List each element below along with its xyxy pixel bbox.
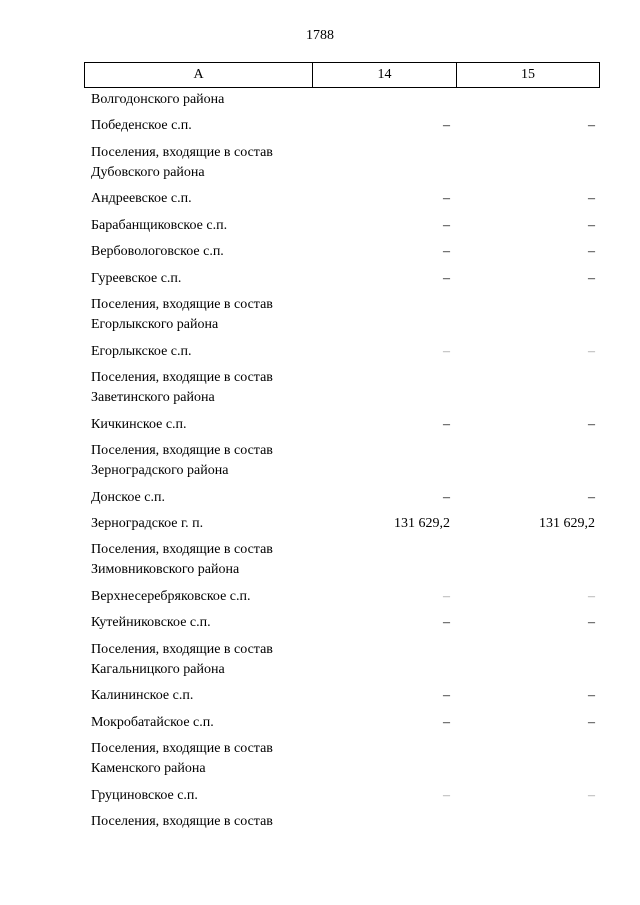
- row-name-line: Кутейниковское с.п.: [91, 615, 211, 631]
- row-value-14: –: [443, 118, 450, 134]
- row-name: [91, 441, 321, 481]
- row-name-line: Заветинского района: [91, 390, 215, 405]
- row-value-14: –: [443, 270, 450, 286]
- row-value-14: –: [443, 244, 450, 260]
- row-name: [91, 216, 321, 236]
- row-name: [91, 342, 321, 362]
- row-name-line: Верхнесеребряковское с.п.: [91, 589, 251, 604]
- row-name: [91, 415, 321, 435]
- row-value-15: –: [588, 714, 595, 730]
- row-value-15: –: [588, 343, 595, 359]
- row-name-line: Барабанщиковское с.п.: [91, 217, 228, 233]
- row-value-15: –: [588, 217, 595, 233]
- row-name: [91, 686, 321, 706]
- table-row: [0, 587, 640, 607]
- table-row: [0, 686, 640, 706]
- row-name-line: Гуреевское с.п.: [91, 270, 182, 286]
- row-value-15: –: [588, 589, 595, 604]
- row-name-line: Поселения, входящие в состав: [91, 144, 273, 160]
- column-header-14: 14: [313, 63, 457, 87]
- page-number: 1788: [306, 28, 334, 43]
- row-name: [91, 189, 321, 209]
- row-name-line: Поселения, входящие в состав: [91, 641, 273, 657]
- row-name: [91, 242, 321, 262]
- row-name: [91, 295, 321, 335]
- row-name-line: Андреевское с.п.: [91, 191, 192, 207]
- row-name: [91, 540, 321, 580]
- row-name-line: Поселения, входящие в состав: [91, 814, 273, 830]
- row-name: [91, 143, 321, 183]
- row-name: [91, 514, 321, 534]
- table-row: [0, 116, 640, 136]
- table-row: [0, 242, 640, 262]
- row-value-14: –: [443, 217, 450, 233]
- row-name-line: Поселения, входящие в состав: [91, 443, 273, 458]
- table-row: [0, 342, 640, 362]
- row-name-line: Калининское с.п.: [91, 688, 194, 704]
- row-value-14: 131 629,2: [394, 516, 450, 531]
- table-row: [0, 812, 640, 832]
- row-name: [91, 739, 321, 779]
- row-value-14: –: [443, 787, 450, 803]
- row-name-line: Поселения, входящие в состав: [91, 297, 273, 312]
- row-name-line: Зерноградское г. п.: [91, 516, 204, 531]
- row-value-15: –: [588, 688, 595, 704]
- row-name-line: Кагальницкого района: [91, 661, 225, 677]
- row-name-line: Груциновское с.п.: [91, 787, 198, 803]
- row-value-14: –: [443, 615, 450, 631]
- row-name: [91, 613, 321, 633]
- row-value-15: –: [588, 615, 595, 631]
- table-row: [0, 640, 640, 680]
- row-value-15: –: [588, 270, 595, 286]
- table-row: [0, 216, 640, 236]
- row-name: [91, 269, 321, 289]
- row-value-14: –: [443, 416, 450, 432]
- table-row: [0, 488, 640, 508]
- row-name-line: Зерноградского района: [91, 463, 229, 478]
- row-name-line: Донское с.п.: [91, 489, 165, 505]
- row-value-15: –: [588, 416, 595, 432]
- row-value-15: –: [588, 244, 595, 260]
- row-name: [91, 488, 321, 508]
- table-row: [0, 90, 640, 110]
- row-value-15: –: [588, 191, 595, 207]
- table-row: [0, 415, 640, 435]
- row-value-14: –: [443, 343, 450, 359]
- row-name: [91, 812, 321, 832]
- row-name-line: Поселения, входящие в состав: [91, 542, 273, 558]
- row-value-14: –: [443, 489, 450, 505]
- row-value-15: –: [588, 489, 595, 505]
- table-row: [0, 514, 640, 534]
- table-row: [0, 295, 640, 335]
- row-value-15: –: [588, 787, 595, 803]
- row-name: [91, 786, 321, 806]
- column-header-a: А: [85, 63, 313, 87]
- row-name-line: Вербовологовское с.п.: [91, 244, 224, 260]
- row-value-14: –: [443, 191, 450, 207]
- row-name-line: Поселения, входящие в состав: [91, 370, 273, 385]
- table-row: [0, 269, 640, 289]
- table-row: [0, 143, 640, 183]
- row-name: [91, 116, 321, 136]
- row-name: [91, 90, 321, 110]
- table-header: [84, 62, 600, 88]
- table-row: [0, 441, 640, 481]
- row-name: [91, 368, 321, 408]
- row-name-line: Егорлыкское с.п.: [91, 343, 192, 359]
- row-name: [91, 713, 321, 733]
- row-name-line: Каменского района: [91, 761, 206, 777]
- row-value-15: –: [588, 118, 595, 134]
- row-name-line: Егорлыкского района: [91, 317, 219, 332]
- row-name-line: Зимовниковского района: [91, 562, 240, 578]
- table-row: [0, 540, 640, 580]
- table-row: [0, 713, 640, 733]
- row-value-14: –: [443, 589, 450, 604]
- row-name-line: Волгодонского района: [91, 92, 225, 107]
- row-value-15: 131 629,2: [539, 516, 595, 531]
- row-name-line: Победенское с.п.: [91, 118, 192, 134]
- row-name-line: Дубовского района: [91, 164, 205, 180]
- row-name: [91, 587, 321, 607]
- row-name-line: Кичкинское с.п.: [91, 416, 187, 432]
- table-row: [0, 613, 640, 633]
- row-value-14: –: [443, 688, 450, 704]
- row-name-line: Мокробатайское с.п.: [91, 714, 214, 730]
- row-name-line: Поселения, входящие в состав: [91, 741, 273, 757]
- row-name: [91, 640, 321, 680]
- table-row: [0, 786, 640, 806]
- row-value-14: –: [443, 714, 450, 730]
- table-row: [0, 189, 640, 209]
- table-row: [0, 739, 640, 779]
- column-header-15: 15: [521, 67, 535, 82]
- table-row: [0, 368, 640, 408]
